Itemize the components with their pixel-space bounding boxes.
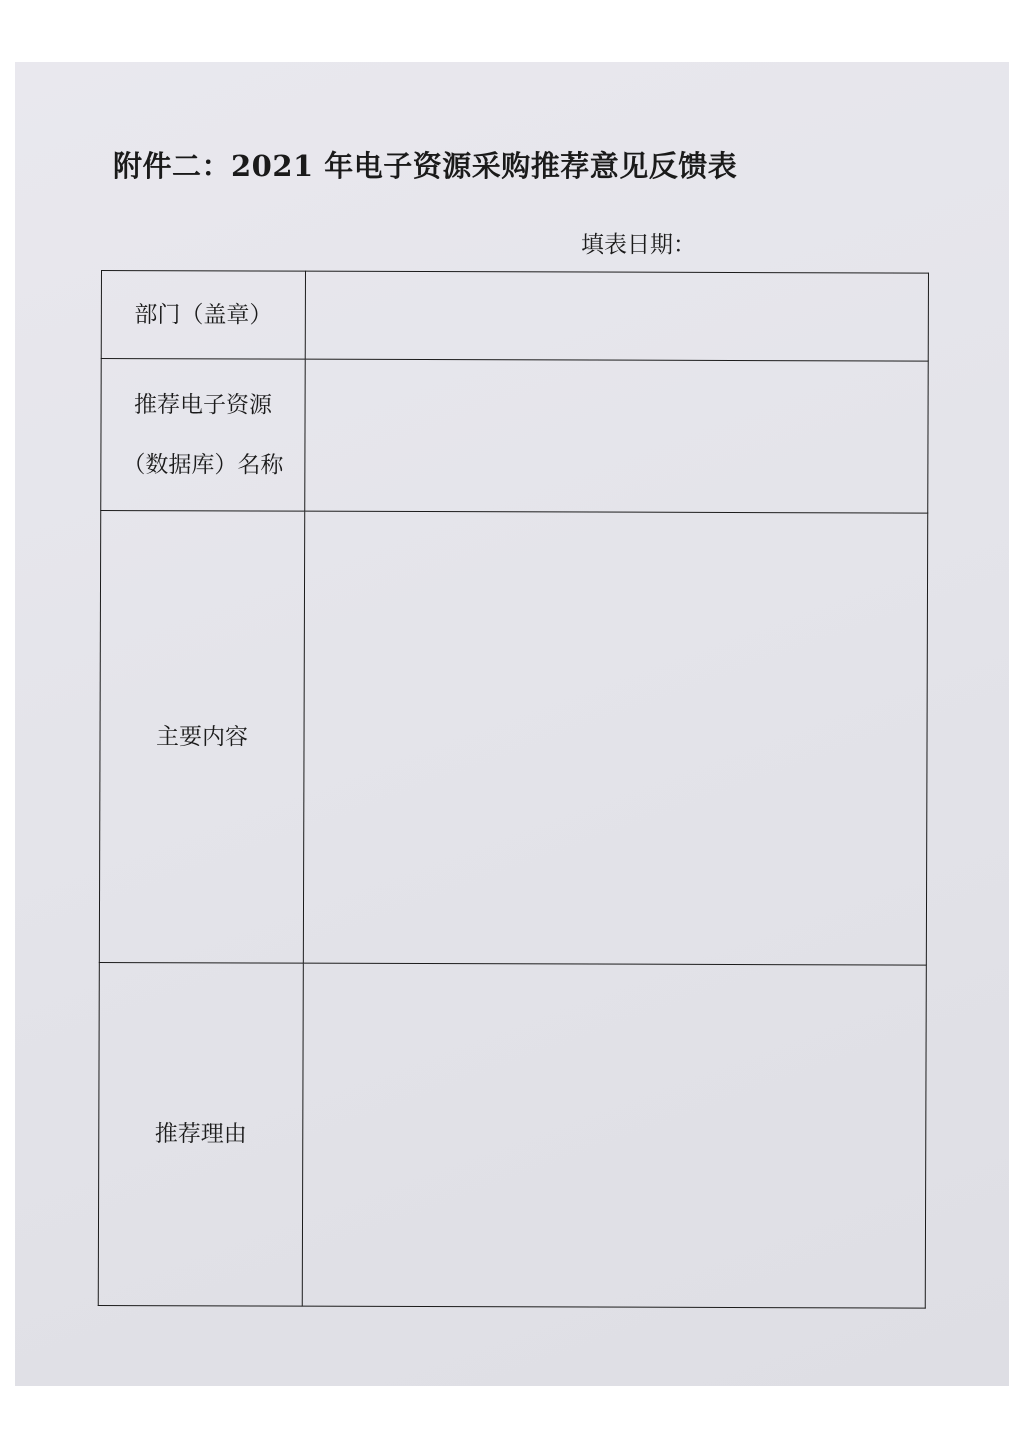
recommend-reason-field[interactable] — [302, 963, 926, 1308]
document-photo — [15, 62, 1009, 1386]
form-row-resource-name — [101, 359, 928, 514]
resource-name-label-line-2: （数据库）名称 — [122, 451, 284, 479]
department-seal-field[interactable] — [305, 271, 928, 361]
fill-date-label: 填表日期： — [581, 232, 696, 258]
document-title: 附件二：2021 年电子资源采购推荐意见反馈表 — [113, 149, 738, 183]
form-row-reason — [98, 962, 926, 1308]
feedback-form-table — [98, 270, 929, 1309]
resource-name-field[interactable] — [305, 359, 928, 513]
main-content-field[interactable] — [303, 511, 927, 965]
form-row-main-content — [99, 511, 927, 966]
department-seal-label-text: 部门（盖章） — [134, 301, 273, 329]
recommend-reason-label — [98, 962, 303, 1306]
resource-name-label — [101, 359, 305, 512]
form-row-department — [101, 271, 928, 362]
main-content-label-text: 主要内容 — [155, 723, 249, 750]
department-seal-label — [101, 271, 305, 360]
recommend-reason-label-text: 推荐理由 — [154, 1121, 247, 1148]
resource-name-label-line-1: 推荐电子资源 — [134, 391, 273, 419]
main-content-label — [99, 511, 304, 964]
